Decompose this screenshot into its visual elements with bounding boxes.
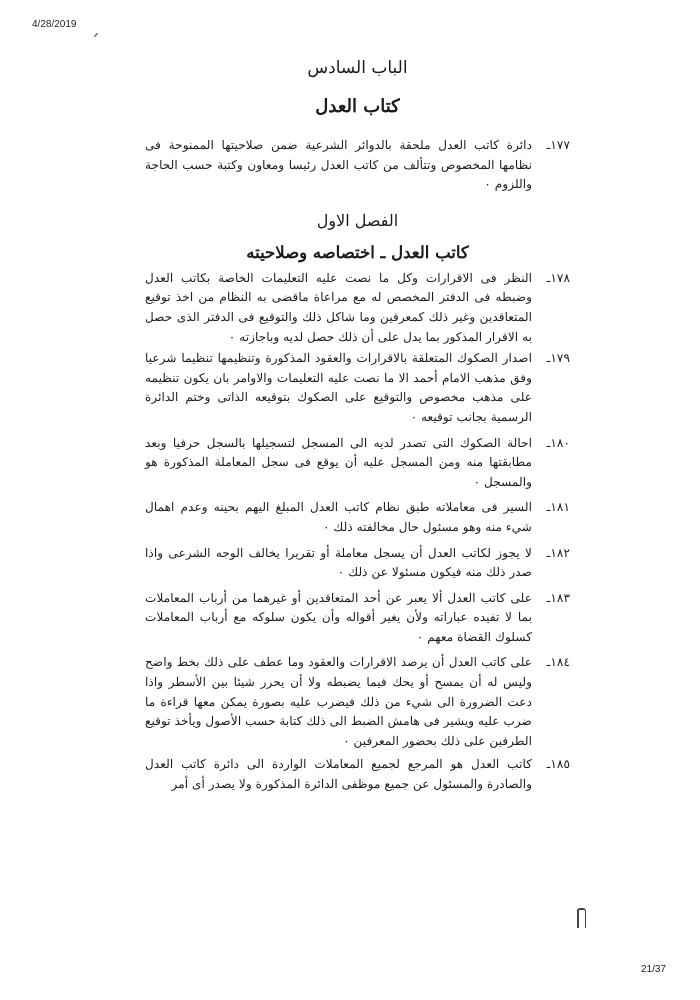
- article-number: ١٨٣ـ: [546, 590, 570, 605]
- article-184: [145, 653, 570, 751]
- article-177: [145, 136, 570, 195]
- section-title: كاتب العدل ـ اختصاصه وصلاحيته: [246, 242, 469, 262]
- article-number: ١٧٨ـ: [546, 270, 570, 285]
- article-number: ١٨٢ـ: [546, 545, 570, 560]
- article-text: احالة الصكوك التى تصدر لديه الى المسجل لتسجيلها بالسجل حرفيا وبعد مطابقتها منه ومن المسجل عليه أن يوقع فى سجل المعاملة المذكورة هو والمسجل ٠: [145, 435, 532, 489]
- article-text: كاتب العدل هو المرجع لجميع المعاملات الواردة الى دائرة كاتب العدل والصادرة والمسئول عن جميع موظفى الدائرة المذكورة ولا يصدر أى أمر: [145, 757, 532, 792]
- article-number: ١٧٩ـ: [546, 351, 570, 366]
- pen-mark: [94, 33, 104, 37]
- page-number: 21/37: [640, 964, 666, 975]
- article-text: النظر فى الاقرارات وكل ما نصت عليه التعليمات الخاصة بكاتب العدل وضبطه فى الدفتر المخصص له مع مراعاة ماقضى به النظام من اخذ توقيع المتعاقدين وغير ذلك كمعرفين وما شاكل ذلك والتوقيع فى الدفتر الذى حصل به الاقرار المذكور بما يدل على أن ذلك حصل لديه وباجازته ٠: [145, 270, 532, 344]
- pen-mark-bottom: [577, 908, 586, 928]
- article-text: على كاتب العدل ألا يعبر عن أحد المتعاقدين أو غيرهما من أرباب المعاملات بما لا تفيده عباراته ولأن يغير أقواله وأن يكون سلوكه مع أرباب المعاملات كسلوك القضاة معهم ٠: [145, 590, 532, 644]
- article-number: ١٨٤ـ: [546, 655, 570, 670]
- article-180: [145, 434, 570, 493]
- section-heading: الفصل الاول: [316, 210, 399, 230]
- book-heading: كتاب العدل: [315, 96, 400, 117]
- article-number: ١٧٧ـ: [546, 138, 570, 152]
- article-text: دائرة كاتب العدل ملحقة بالدوائر الشرعية ضمن صلاحيتها الممنوحة فى نظامها المخصوص وتتألف من كاتب العدل رئيسا ومعاون وكتبة حسب الحاجة واللزوم ٠: [145, 138, 532, 192]
- article-181: [145, 498, 570, 537]
- article-text: لا يجوز لكاتب العدل أن يسجل معاملة أو تقريرا يخالف الوجه الشرعى واذا صدر ذلك منه فيكون مسئولا عن ذلك ٠: [145, 545, 532, 580]
- print-date: 4/28/2019: [32, 19, 77, 30]
- article-179: [145, 349, 570, 427]
- article-text: اصدار الصكوك المتعلقة بالاقرارات والعقود المذكورة وتنظيمها تنظيما شرعيا وفق مذهب الامام أحمد الا ما نصت عليه التعليمات والاوامر بان يكون تنظيمه على مذهب مخصوص والتوقيع على الصكوك بتوقيعه الذاتى وختم الدائرة الرسمية بجانب توقيعه ٠: [145, 351, 532, 424]
- document-page: [145, 50, 570, 795]
- article-text: على كاتب العدل أن يرصد الاقرارات والعقود وما عطف على ذلك بخط واضح وليس له أن يمسح أو يحك فيما يضبطه ولا أن يحرر شيئا بين الأسطر واذا دعت الضرورة الى شيء من ذلك فيضرب عليه بصورة يمكن معها قراءة ما ضرب عليه ويشير فى هامش الضبط الى ذلك كتابة حسب الأصول ويأخذ توقيع الطرفين على ذلك بحضور المعرفين ٠: [145, 655, 532, 748]
- article-number: ١٨٥ـ: [546, 757, 570, 772]
- article-178: [145, 269, 570, 347]
- article-text: السير فى معاملاته طبق نظام كاتب العدل المبلغ اليهم بحينه وعدم اهمال شيء منه وهو مسئول حال مخالفته ذلك ٠: [145, 500, 532, 534]
- article-182: [145, 544, 570, 583]
- chapter-heading: الباب السادس: [307, 58, 408, 78]
- article-number: ١٨٠ـ: [546, 435, 570, 450]
- article-183: [145, 589, 570, 648]
- article-185: [145, 755, 570, 794]
- article-number: ١٨١ـ: [546, 500, 570, 515]
